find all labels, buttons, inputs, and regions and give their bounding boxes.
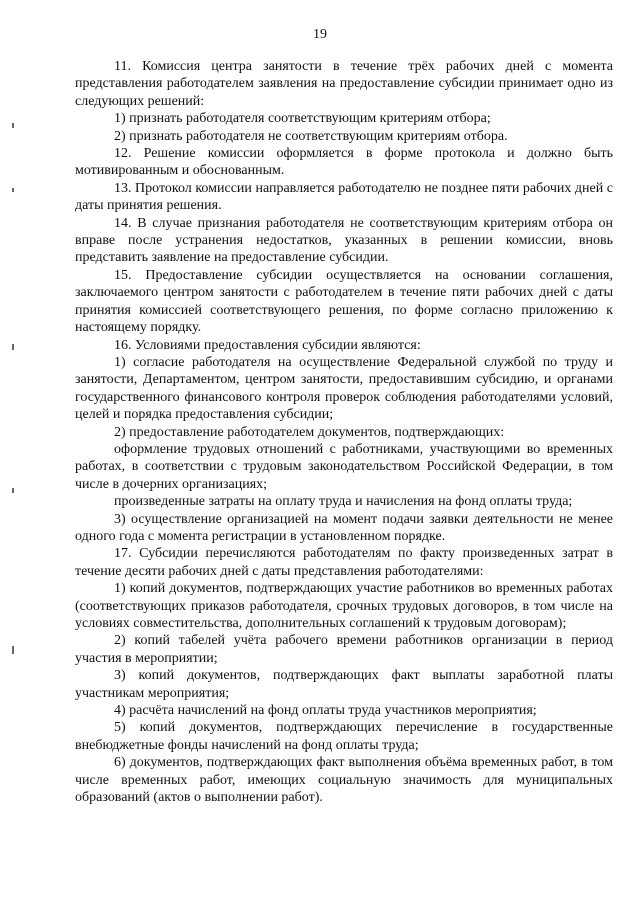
margin-mark [12, 646, 14, 654]
paragraph: 2) предоставление работодателем документов, подтверждающих: [114, 424, 505, 440]
paragraph: 4) расчёта начислений на фонд оплаты труда участников мероприятия; [114, 703, 537, 719]
margin-mark [12, 123, 14, 128]
paragraph: 11. Комиссия центра занятости в течение трёх рабочих дней с момента представления работодателем заявления на предоставление субсидии принимает одно из следующих решений: [75, 59, 613, 109]
paragraph: 3) копий документов, подтверждающих факт выплаты заработной платы участникам мероприятия; [75, 668, 613, 701]
paragraph: 5) копий документов, подтверждающих перечисление в государственные внебюджетные фонды начислений на фонд оплаты труда; [75, 720, 613, 753]
paragraph: 12. Решение комиссии оформляется в форме протокола и должно быть мотивированным и обоснованным. [75, 146, 613, 179]
paragraph: 14. В случае признания работодателя не соответствующим критериям отбора он вправе после устранения недостатков, указанных в решении комиссии, вновь представить заявление на предоставление субсидии. [75, 215, 613, 266]
paragraph: 6) документов, подтверждающих факт выполнения объёма временных работ, в том числе временных работ, имеющих социальную значимость для муниципальных образований (актов о выполнении работ). [75, 755, 613, 806]
margin-mark [12, 344, 14, 350]
margin-mark [12, 188, 14, 192]
paragraph: оформление трудовых отношений с работниками, участвующими во временных работах, в соответствии с трудовым законодательством Российской Федерации, в том числе в дочерних организациях; [75, 441, 613, 492]
paragraph: 3) осуществление организацией на момент подачи заявки деятельности не менее одного года с момента регистрации в установленном порядке. [75, 511, 613, 544]
document-body [75, 58, 613, 806]
margin-mark [12, 488, 14, 493]
paragraph: 1) согласие работодателя на осуществление Федеральной службой по труду и занятости, Департаментом, центром занятости, предоставившим субсидию, и органами государственного финансового контроля проверок соблюдения работодателями условий, целей и порядка предоставления субсидии; [75, 354, 613, 423]
paragraph: 1) признать работодателя соответствующим критериям отбора; [114, 111, 491, 127]
paragraph: 17. Субсидии перечисляются работодателям по факту произведенных затрат в течение десяти рабочих дней с даты представления работодателями: [75, 546, 613, 579]
paragraph: 16. Условиями предоставления субсидии являются: [114, 337, 421, 353]
paragraph: 2) признать работодателя не соответствующим критериям отбора. [114, 128, 508, 144]
paragraph: 2) копий табелей учёта рабочего времени работников организации в период участия в мероприятии; [75, 633, 613, 666]
page-number: 19 [313, 27, 327, 42]
paragraph: 1) копий документов, подтверждающих участие работников во временных работах (соответствующих приказов работодателя, срочных трудовых договоров, в том числе на условиях совместительства, дополнительных соглашений к трудовым договорам); [75, 581, 613, 631]
paragraph: 13. Протокол комиссии направляется работодателю не позднее пяти рабочих дней с даты принятия решения. [75, 180, 613, 214]
paragraph: 15. Предоставление субсидии осуществляется на основании соглашения, заключаемого центром занятости с работодателем в течение пяти рабочих дней с даты принятия комиссией соответствующего решения, по форме согласно приложению к настоящему порядку. [75, 267, 613, 336]
paragraph: произведенные затраты на оплату труда и начисления на фонд оплаты труда; [114, 494, 573, 510]
